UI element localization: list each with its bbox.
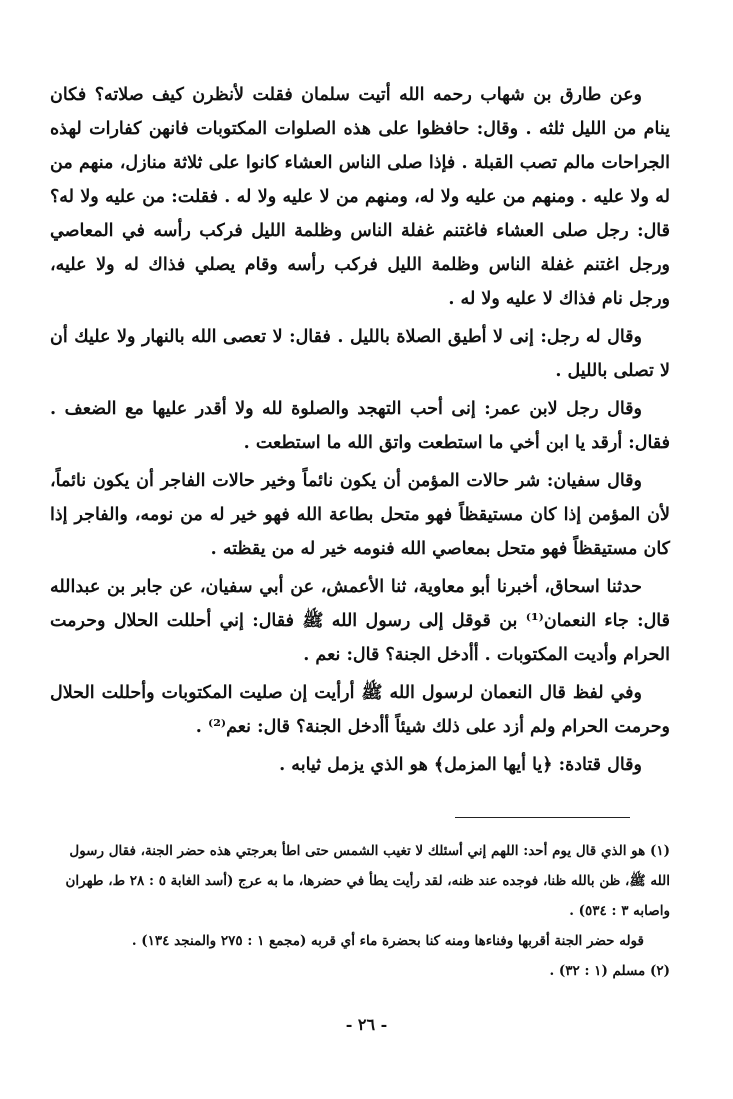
paragraph-tariq: وعن طارق بن شهاب رحمه الله أتيت سلمان فقلت لأنظرن كيف صلاته؟ فكان ينام من الليل ثلثه . وقال: حافظوا على هذه الصلوات المكتوبات فانهن كفارات لهذه الجراحات مالم تصب القبلة . فإذا صلى الناس العشاء كانوا على ثلاثة منازل، منهم من له ولا عليه . ومنهم من عليه ولا له، ومنهم من لا عليه ولا له . فقلت: من عليه ولا له؟ قال: رجل صلى العشاء فاغتنم غفلة الناس وظلمة الليل فركب رأسه في المعاصي ورجل اغتنم غفلة الناس وظلمة الليل فركب رأسه وقام يصلي فذاك له ولا عليه، ورجل نام فذاك لا عليه ولا له . xyxy=(50,85,670,309)
main-text xyxy=(50,78,670,782)
paragraph-qatada: وقال قتادة: ﴿يا أيها المزمل﴾ هو الذي يزمل ثيابه . xyxy=(279,755,642,775)
paragraph-hadith-jabir: حدثنا اسحاق، أخبرنا أبو معاوية، ثنا الأعمش، عن أبي سفيان، عن جابر بن عبدالله قال: جاء النعمان⁽¹⁾ بن قوقل إلى رسول الله ﷺ فقال: إني أحللت الحلال وحرمت الحرام وأديت المكتوبات . أأدخل الجنة؟ قال: نعم . xyxy=(50,577,671,665)
paragraph-night-prayer: وقال له رجل: إنى لا أطيق الصلاة بالليل . فقال: لا تعصى الله بالنهار ولا عليك أن لا تصلى بالليل . xyxy=(50,327,670,381)
page-number: - ٢٦ - xyxy=(345,1015,388,1034)
paragraph-numan: وفي لفظ قال النعمان لرسول الله ﷺ أرأيت إن صليت المكتوبات وأحللت الحلال وحرمت الحرام ولم أزد على ذلك شيئاً أأدخل الجنة؟ قال: نعم⁽²⁾ . xyxy=(50,683,670,737)
paragraph-sufyan: وقال سفيان: شر حالات المؤمن أن يكون نائماً وخير حالات الفاجر أن يكون نائماً، لأن المؤمن إذا كان مستيقظاً فهو متحل بطاعة الله فهو خير له من نومه، والفاجر إذا كان مستيقظاً فهو متحل بمعاصي الله فنومه خير له من يقظته . xyxy=(50,471,670,559)
footnotes xyxy=(56,836,670,986)
footnote-1-note: قوله حضر الجنة أقربها وفناءها ومنه كنا بحضرة ماء أي قربه (مجمع ١ : ٢٧٥ والمنجد ١٣٤) . xyxy=(131,933,644,949)
footnote-divider xyxy=(455,817,630,818)
paragraph-ibn-umar: وقال رجل لابن عمر: إنى أحب التهجد والصلوة لله ولا أقدر عليها مع الضعف . فقال: أرقد يا ابن أخي ما استطعت واتق الله ما استطعت . xyxy=(50,399,670,453)
footnote-2: (٢) مسلم (١ : ٣٢) . xyxy=(549,963,670,979)
footnote-1: (١) هو الذي قال يوم أحد: اللهم إني أسئلك لا تغيب الشمس حتى اطأ بعرجتي هذه حضر الجنة، فقال رسول الله ﷺ، ظن بالله ظنا، فوجده عند ظنه، لقد رأيت يطأ في حضرها، ما به عرج (أسد الغابة ٥ : ٢٨ ط، طهران واصابه ٣ : ٥٣٤) . xyxy=(65,843,670,919)
